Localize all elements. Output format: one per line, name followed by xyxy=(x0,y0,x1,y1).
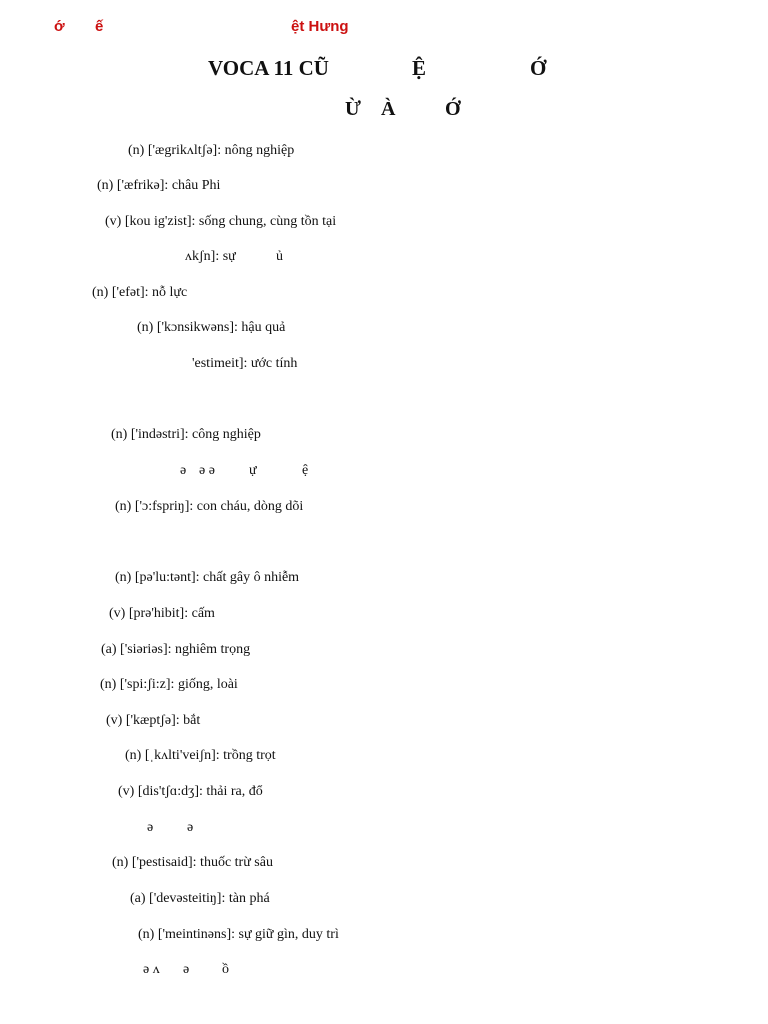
vocab-entry-fragment: ự xyxy=(249,463,257,478)
vocab-entry: (n) ['æfrikə]: châu Phi xyxy=(97,178,221,193)
vocab-entry: ʌkʃn]: sự xyxy=(185,249,236,264)
vocab-entry-fragment: ə xyxy=(183,962,190,977)
document-subtitle xyxy=(0,98,768,124)
vocab-entry-fragment: ə xyxy=(147,820,154,835)
title-fragment: Ớ xyxy=(530,56,547,80)
vocab-entry: (v) [prə'hibit]: cấm xyxy=(109,606,215,621)
vocab-entry: (n) ['ɔ:fspriŋ]: con cháu, dòng dõi xyxy=(115,499,304,514)
vocab-entry: (n) ['kɔnsikwəns]: hậu quả xyxy=(137,320,286,335)
subtitle-fragment: À xyxy=(381,98,396,120)
vocab-entry-fragment: ủ xyxy=(276,249,283,264)
vocab-entry-fragment: ə xyxy=(187,820,194,835)
vocab-entry-fragment: ə xyxy=(180,463,187,478)
subtitle-fragment: Ớ xyxy=(445,98,461,120)
vocab-entry: (v) [kou ig'zist]: sống chung, cùng tồn tại xyxy=(105,214,337,229)
vocab-entry: (n) ['pestisaid]: thuốc trừ sâu xyxy=(112,855,273,870)
vocab-entry-fragment: ồ xyxy=(222,962,229,977)
vocab-entry: (v) [dis'tʃɑ:dʒ]: thải ra, đổ xyxy=(118,784,263,799)
vocab-entry-fragment: ệ xyxy=(302,463,309,478)
vocab-entry: (n) ['spi:ʃi:z]: giống, loài xyxy=(100,677,238,692)
vocab-entry: (n) ['efət]: nỗ lực xyxy=(92,285,188,300)
vocab-entry: (n) [ˌkʌlti'veiʃn]: trồng trọt xyxy=(125,748,276,763)
vocab-entry: (a) ['devəsteitiŋ]: tàn phá xyxy=(130,891,270,906)
header-fragment: ế xyxy=(95,18,104,35)
title-fragment: VOCA 11 CŨ xyxy=(208,56,329,80)
title-fragment: Ệ xyxy=(412,56,427,80)
header-line xyxy=(0,18,768,38)
header-fragment: ệt Hưng xyxy=(291,18,349,35)
vocab-entry: 'estimeit]: ước tính xyxy=(192,356,298,371)
vocab-entry-fragment: ə ə xyxy=(199,463,215,478)
subtitle-fragment: Ừ xyxy=(345,98,361,120)
vocab-entry-fragment: ə ʌ xyxy=(143,962,160,977)
vocab-entry: (n) [pə'lu:tənt]: chất gây ô nhiễm xyxy=(115,570,300,585)
vocab-entry: (a) ['siəriəs]: nghiêm trọng xyxy=(101,642,251,657)
document-title xyxy=(0,56,768,84)
vocab-entry: (n) ['meintinəns]: sự giữ gìn, duy trì xyxy=(138,927,339,942)
vocab-entry: (n) ['ægrikʌltʃə]: nông nghiệp xyxy=(128,143,295,158)
vocab-entry: (n) ['indəstri]: công nghiệp xyxy=(111,427,261,442)
header-fragment: ớ xyxy=(54,18,65,35)
vocab-entry: (v) ['kæptʃə]: bắt xyxy=(106,713,201,728)
